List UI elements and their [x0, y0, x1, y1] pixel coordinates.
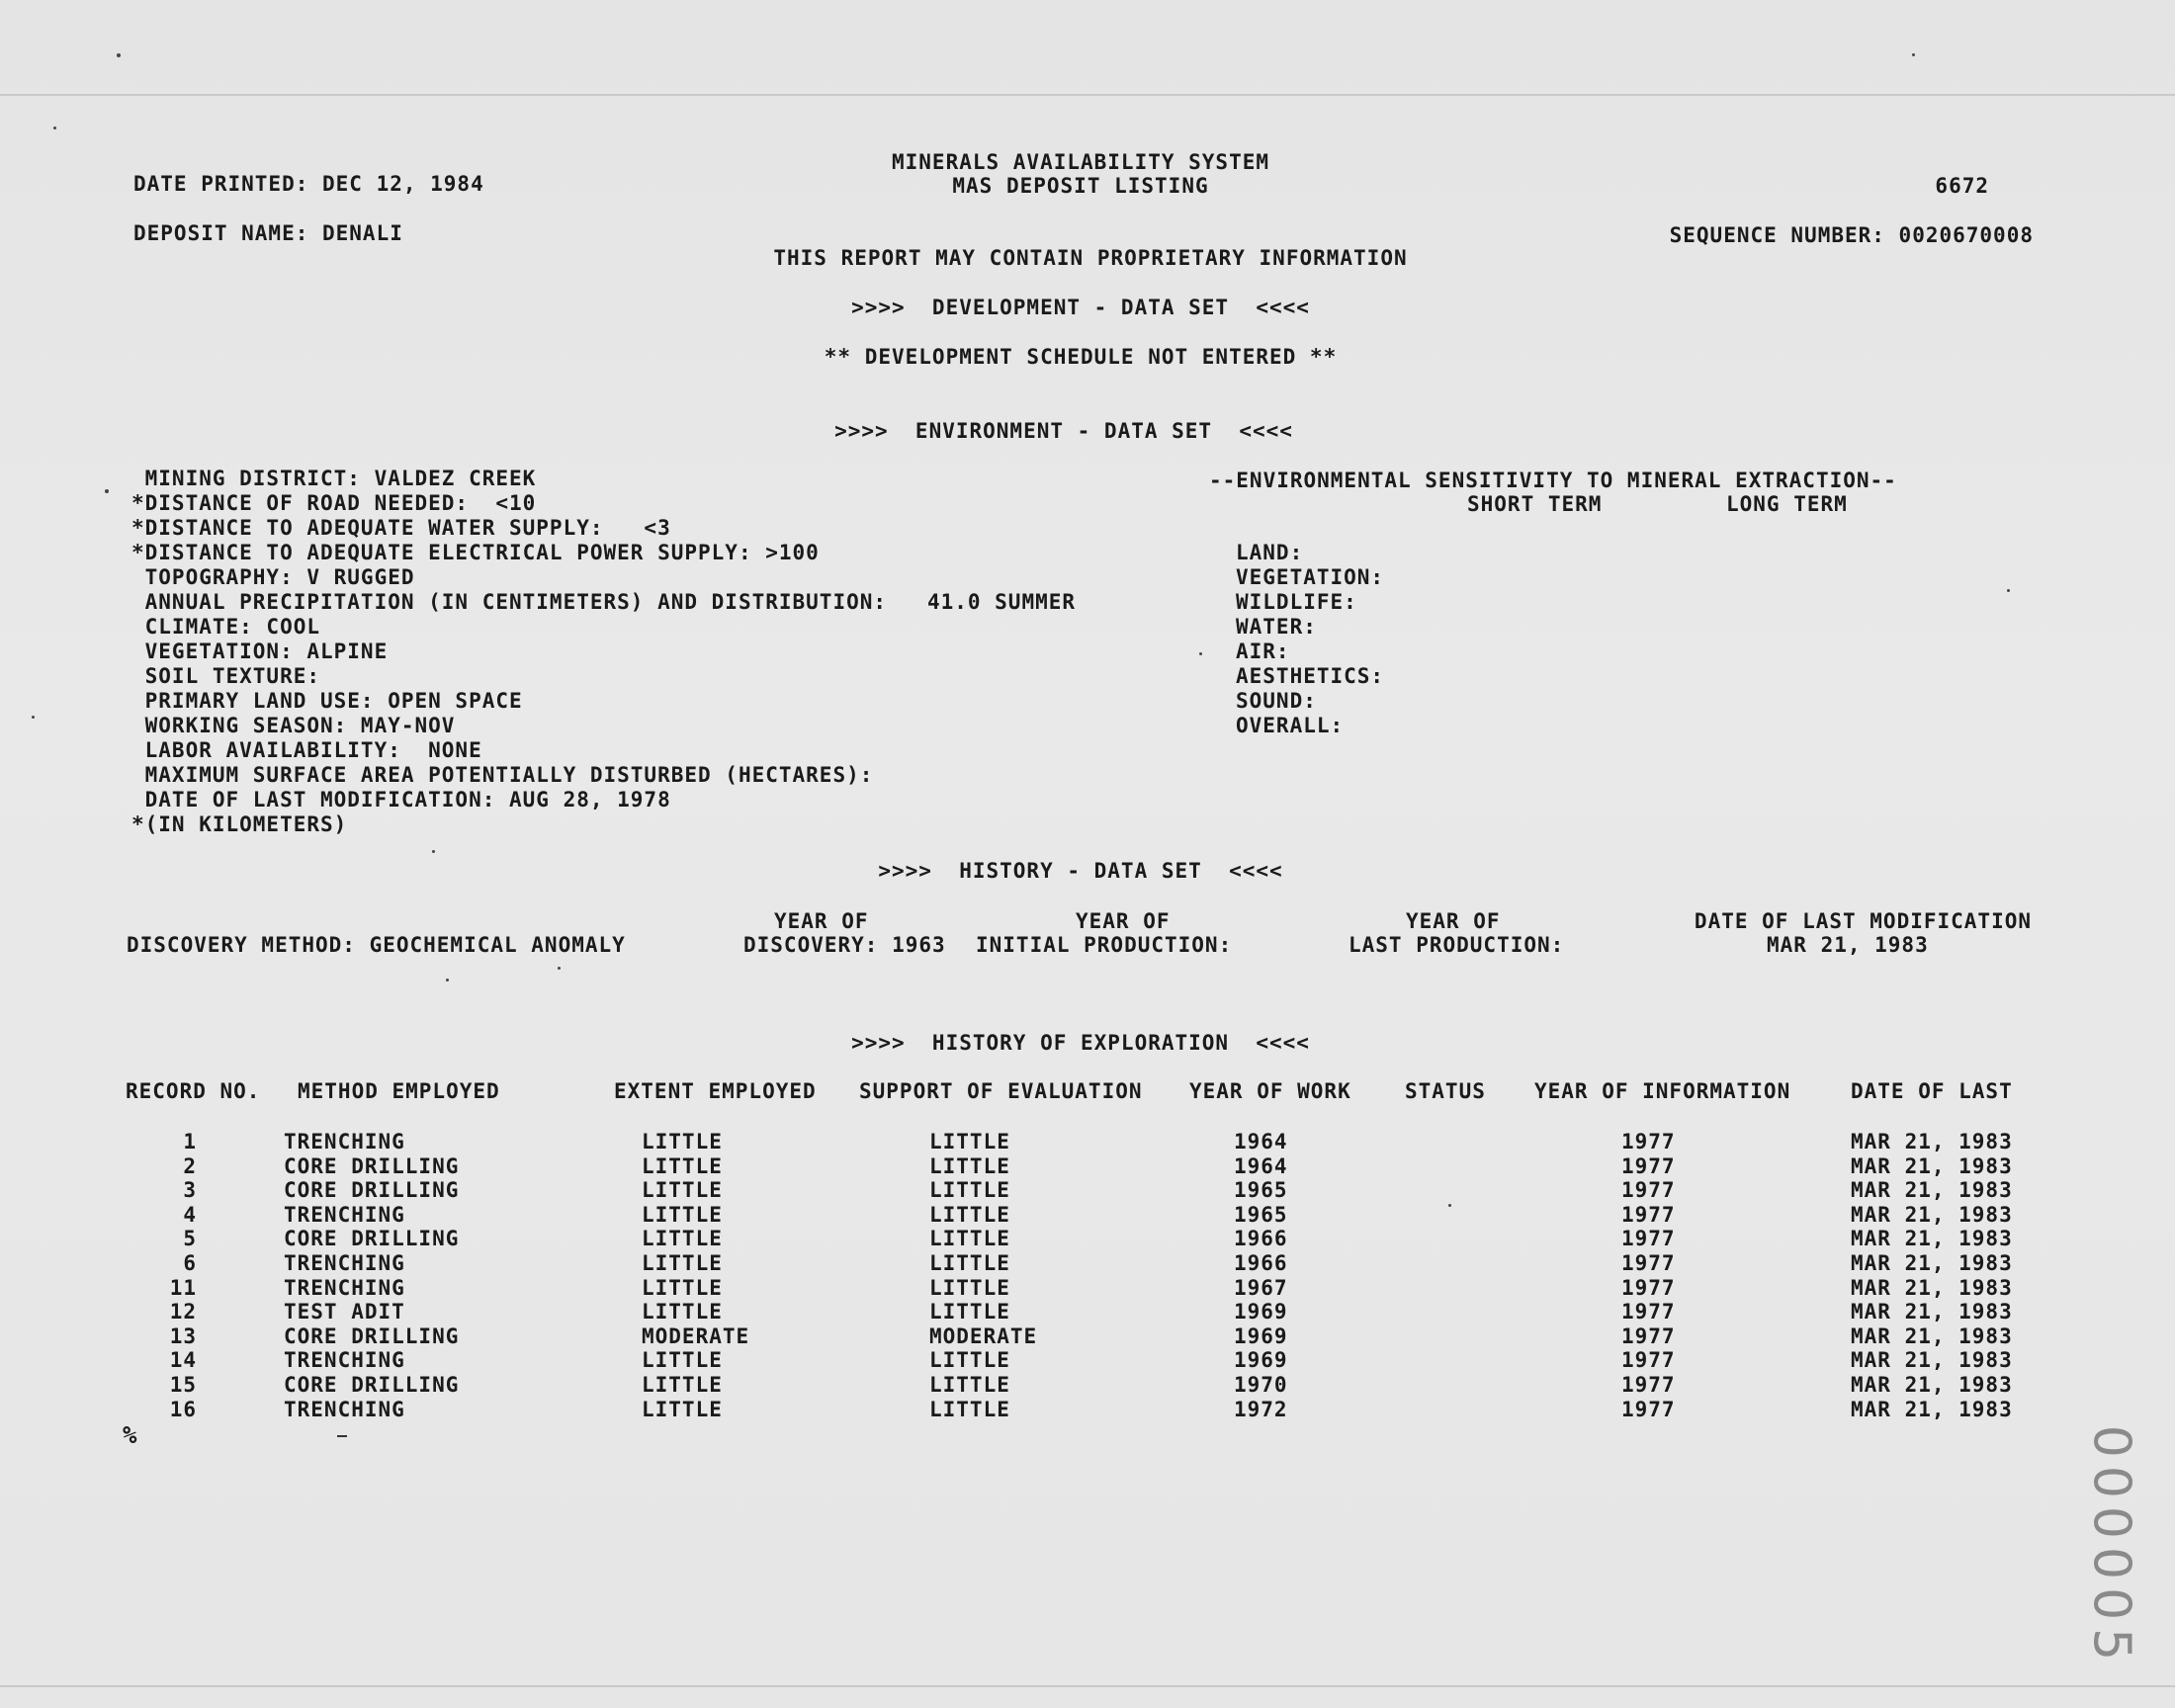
scan-speck [446, 979, 449, 982]
year-of-initial-label: YEAR OF [1076, 909, 1171, 933]
year-of-last-label: YEAR OF [1406, 909, 1501, 933]
cell-extent: LITTLE [642, 1153, 723, 1178]
cell-record-no: 14 [169, 1348, 197, 1373]
system-title: MINERALS AVAILABILITY SYSTEM [891, 150, 1270, 174]
cell-method: CORE DRILLING [284, 1373, 460, 1397]
cell-year-of-work: 1969 [1234, 1324, 1288, 1348]
cell-support: LITTLE [929, 1130, 1010, 1153]
bottom-rule [0, 1685, 2175, 1687]
last-modification-value: MAR 21, 1983 [1767, 933, 1929, 957]
env-line: VEGETATION: ALPINE [131, 640, 389, 663]
cell-year-of-info: 1977 [1621, 1130, 1676, 1153]
sensitivity-item: AIR: [1236, 640, 1290, 663]
cell-method: TRENCHING [284, 1348, 405, 1373]
cell-year-of-work: 1972 [1234, 1397, 1288, 1421]
cell-year-of-info: 1977 [1621, 1202, 1676, 1227]
cell-method: TRENCHING [284, 1251, 405, 1275]
cell-year-of-work: 1964 [1234, 1153, 1288, 1178]
env-line: *DISTANCE TO ADEQUATE WATER SUPPLY: <3 [131, 516, 671, 540]
discovery-method: DISCOVERY METHOD: GEOCHEMICAL ANOMALY [127, 933, 626, 957]
cell-support: LITTLE [929, 1251, 1010, 1275]
cell-extent: MODERATE [642, 1324, 750, 1348]
cell-support: LITTLE [929, 1300, 1010, 1324]
env-line: MAXIMUM SURFACE AREA POTENTIALLY DISTURBED (HECTARES): [131, 763, 874, 787]
cell-record-no: 16 [169, 1397, 197, 1421]
table-row [0, 1178, 2175, 1202]
table-row [0, 1154, 2175, 1178]
cell-method: CORE DRILLING [284, 1178, 460, 1203]
short-term-label: SHORT TERM [1467, 492, 1603, 516]
deposit-name: DEPOSIT NAME: DENALI [133, 221, 403, 245]
cell-year-of-info: 1977 [1621, 1227, 1676, 1251]
env-line: PRIMARY LAND USE: OPEN SPACE [131, 689, 523, 713]
cell-extent: LITTLE [642, 1251, 723, 1275]
cell-method: TRENCHING [284, 1130, 405, 1153]
dash-mark [337, 1435, 347, 1437]
col-support: SUPPORT OF EVALUATION [859, 1079, 1143, 1103]
table-row [0, 1276, 2175, 1300]
cell-support: LITTLE [929, 1227, 1010, 1251]
cell-method: TRENCHING [284, 1275, 405, 1300]
last-production: LAST PRODUCTION: [1348, 933, 1565, 957]
exploration-heading: >>>> HISTORY OF EXPLORATION <<<< [851, 1031, 1310, 1055]
cell-record-no: 5 [183, 1227, 197, 1251]
cell-record-no: 13 [169, 1324, 197, 1348]
cell-record-no: 1 [183, 1130, 197, 1153]
table-row [0, 1300, 2175, 1324]
cell-year-of-work: 1969 [1234, 1300, 1288, 1324]
env-line: TOPOGRAPHY: V RUGGED [131, 565, 415, 589]
cell-support: LITTLE [929, 1153, 1010, 1178]
cell-support: LITTLE [929, 1275, 1010, 1300]
cell-year-of-work: 1967 [1234, 1275, 1288, 1300]
env-line: *DISTANCE TO ADEQUATE ELECTRICAL POWER SUPPLY: >100 [131, 541, 820, 564]
cell-support: LITTLE [929, 1202, 1010, 1227]
cell-year-of-work: 1966 [1234, 1251, 1288, 1275]
cell-date-of-last: MAR 21, 1983 [1851, 1373, 2013, 1397]
env-line: *DISTANCE OF ROAD NEEDED: <10 [131, 491, 537, 515]
table-row [0, 1227, 2175, 1250]
cell-date-of-last: MAR 21, 1983 [1851, 1324, 2013, 1348]
cell-method: TEST ADIT [284, 1300, 405, 1324]
page-code: 6672 [1935, 174, 1989, 198]
cell-year-of-info: 1977 [1621, 1275, 1676, 1300]
env-line: WORKING SEASON: MAY-NOV [131, 714, 456, 737]
cell-date-of-last: MAR 21, 1983 [1851, 1130, 2013, 1153]
cell-method: CORE DRILLING [284, 1227, 460, 1251]
table-row [0, 1130, 2175, 1153]
cell-year-of-work: 1966 [1234, 1227, 1288, 1251]
sensitivity-item: AESTHETICS: [1236, 664, 1385, 688]
scan-speck [558, 967, 561, 970]
cell-extent: LITTLE [642, 1202, 723, 1227]
sensitivity-item: WILDLIFE: [1236, 590, 1357, 614]
cell-extent: LITTLE [642, 1300, 723, 1324]
cell-date-of-last: MAR 21, 1983 [1851, 1251, 2013, 1275]
cell-date-of-last: MAR 21, 1983 [1851, 1348, 2013, 1373]
scan-speck [2007, 589, 2010, 592]
cell-year-of-work: 1965 [1234, 1178, 1288, 1203]
cell-extent: LITTLE [642, 1130, 723, 1153]
scan-speck [53, 127, 56, 129]
development-note: ** DEVELOPMENT SCHEDULE NOT ENTERED ** [824, 345, 1338, 369]
cell-extent: LITTLE [642, 1227, 723, 1251]
env-line: MINING DISTRICT: VALDEZ CREEK [131, 467, 537, 490]
environment-heading: >>>> ENVIRONMENT - DATA SET <<<< [834, 419, 1293, 443]
cell-record-no: 12 [169, 1300, 197, 1324]
cell-date-of-last: MAR 21, 1983 [1851, 1300, 2013, 1324]
cell-year-of-info: 1977 [1621, 1324, 1676, 1348]
cell-year-of-work: 1969 [1234, 1348, 1288, 1373]
cell-year-of-info: 1977 [1621, 1348, 1676, 1373]
cell-date-of-last: MAR 21, 1983 [1851, 1202, 2013, 1227]
proprietary-notice: THIS REPORT MAY CONTAIN PROPRIETARY INFORMATION [773, 246, 1408, 270]
initial-production: INITIAL PRODUCTION: [976, 933, 1233, 957]
scan-speck [432, 850, 435, 853]
sensitivity-item: SOUND: [1236, 689, 1317, 713]
scan-speck [1448, 1204, 1451, 1207]
cell-date-of-last: MAR 21, 1983 [1851, 1153, 2013, 1178]
cell-date-of-last: MAR 21, 1983 [1851, 1397, 2013, 1421]
scan-speck [1199, 652, 1202, 655]
cell-year-of-info: 1977 [1621, 1153, 1676, 1178]
sensitivity-item: VEGETATION: [1236, 565, 1385, 589]
cell-record-no: 6 [183, 1251, 197, 1275]
cell-extent: LITTLE [642, 1178, 723, 1203]
cell-record-no: 15 [169, 1373, 197, 1397]
cell-extent: LITTLE [642, 1275, 723, 1300]
env-line: CLIMATE: COOL [131, 615, 321, 639]
cell-method: CORE DRILLING [284, 1153, 460, 1178]
cell-method: CORE DRILLING [284, 1324, 460, 1348]
cell-support: MODERATE [929, 1324, 1038, 1348]
cell-extent: LITTLE [642, 1348, 723, 1373]
top-rule [0, 94, 2175, 96]
cell-date-of-last: MAR 21, 1983 [1851, 1227, 2013, 1251]
table-row [0, 1373, 2175, 1397]
date-printed: DATE PRINTED: DEC 12, 1984 [133, 172, 484, 196]
col-method: METHOD EMPLOYED [298, 1079, 500, 1103]
development-heading: >>>> DEVELOPMENT - DATA SET <<<< [851, 296, 1310, 319]
table-row [0, 1251, 2175, 1275]
cell-record-no: 3 [183, 1178, 197, 1203]
sensitivity-item: LAND: [1236, 541, 1304, 564]
cell-year-of-info: 1977 [1621, 1300, 1676, 1324]
cell-record-no: 2 [183, 1153, 197, 1178]
cell-year-of-work: 1964 [1234, 1130, 1288, 1153]
sensitivity-item: OVERALL: [1236, 714, 1345, 737]
cell-support: LITTLE [929, 1348, 1010, 1373]
cell-record-no: 4 [183, 1202, 197, 1227]
long-term-label: LONG TERM [1726, 492, 1848, 516]
col-status: STATUS [1405, 1079, 1486, 1103]
history-heading: >>>> HISTORY - DATA SET <<<< [878, 859, 1283, 883]
sensitivity-item: WATER: [1236, 615, 1317, 639]
frame-stamp: 000005 [2081, 1424, 2141, 1669]
scan-speck [32, 716, 35, 719]
discovery-year: DISCOVERY: 1963 [743, 933, 946, 957]
cell-year-of-info: 1977 [1621, 1397, 1676, 1421]
table-row [0, 1348, 2175, 1372]
col-extent: EXTENT EMPLOYED [614, 1079, 817, 1103]
cell-year-of-info: 1977 [1621, 1373, 1676, 1397]
cell-extent: LITTLE [642, 1373, 723, 1397]
scan-speck [1912, 53, 1915, 56]
sensitivity-heading: --ENVIRONMENTAL SENSITIVITY TO MINERAL EXTRACTION-- [1209, 469, 1897, 492]
cell-method: TRENCHING [284, 1202, 405, 1227]
env-line: SOIL TEXTURE: [131, 664, 321, 688]
percent-mark: % [123, 1421, 138, 1449]
env-line: DATE OF LAST MODIFICATION: AUG 28, 1978 [131, 788, 671, 811]
scan-speck [105, 489, 109, 493]
env-line: LABOR AVAILABILITY: NONE [131, 738, 482, 762]
cell-support: LITTLE [929, 1373, 1010, 1397]
col-year-of-work: YEAR OF WORK [1189, 1079, 1351, 1103]
cell-year-of-info: 1977 [1621, 1251, 1676, 1275]
last-modification-label: DATE OF LAST MODIFICATION [1694, 909, 2032, 933]
cell-date-of-last: MAR 21, 1983 [1851, 1178, 2013, 1203]
env-footnote: *(IN KILOMETERS) [131, 812, 348, 836]
scan-speck [117, 53, 121, 57]
env-line: ANNUAL PRECIPITATION (IN CENTIMETERS) AND DISTRIBUTION: 41.0 SUMMER [131, 590, 1077, 614]
cell-year-of-work: 1970 [1234, 1373, 1288, 1397]
col-year-of-info: YEAR OF INFORMATION [1534, 1079, 1791, 1103]
cell-date-of-last: MAR 21, 1983 [1851, 1275, 2013, 1300]
cell-support: LITTLE [929, 1397, 1010, 1421]
cell-support: LITTLE [929, 1178, 1010, 1203]
col-date-of-last: DATE OF LAST [1851, 1079, 2013, 1103]
cell-year-of-work: 1965 [1234, 1202, 1288, 1227]
sequence-number: SEQUENCE NUMBER: 0020670008 [1669, 223, 2034, 247]
table-row [0, 1324, 2175, 1348]
table-row [0, 1203, 2175, 1227]
year-of-discovery-label: YEAR OF [774, 909, 869, 933]
cell-year-of-info: 1977 [1621, 1178, 1676, 1203]
cell-record-no: 11 [169, 1275, 197, 1300]
listing-title: MAS DEPOSIT LISTING [952, 174, 1209, 198]
cell-method: TRENCHING [284, 1397, 405, 1421]
cell-extent: LITTLE [642, 1397, 723, 1421]
table-row [0, 1398, 2175, 1421]
col-record-no: RECORD NO. [126, 1079, 261, 1103]
